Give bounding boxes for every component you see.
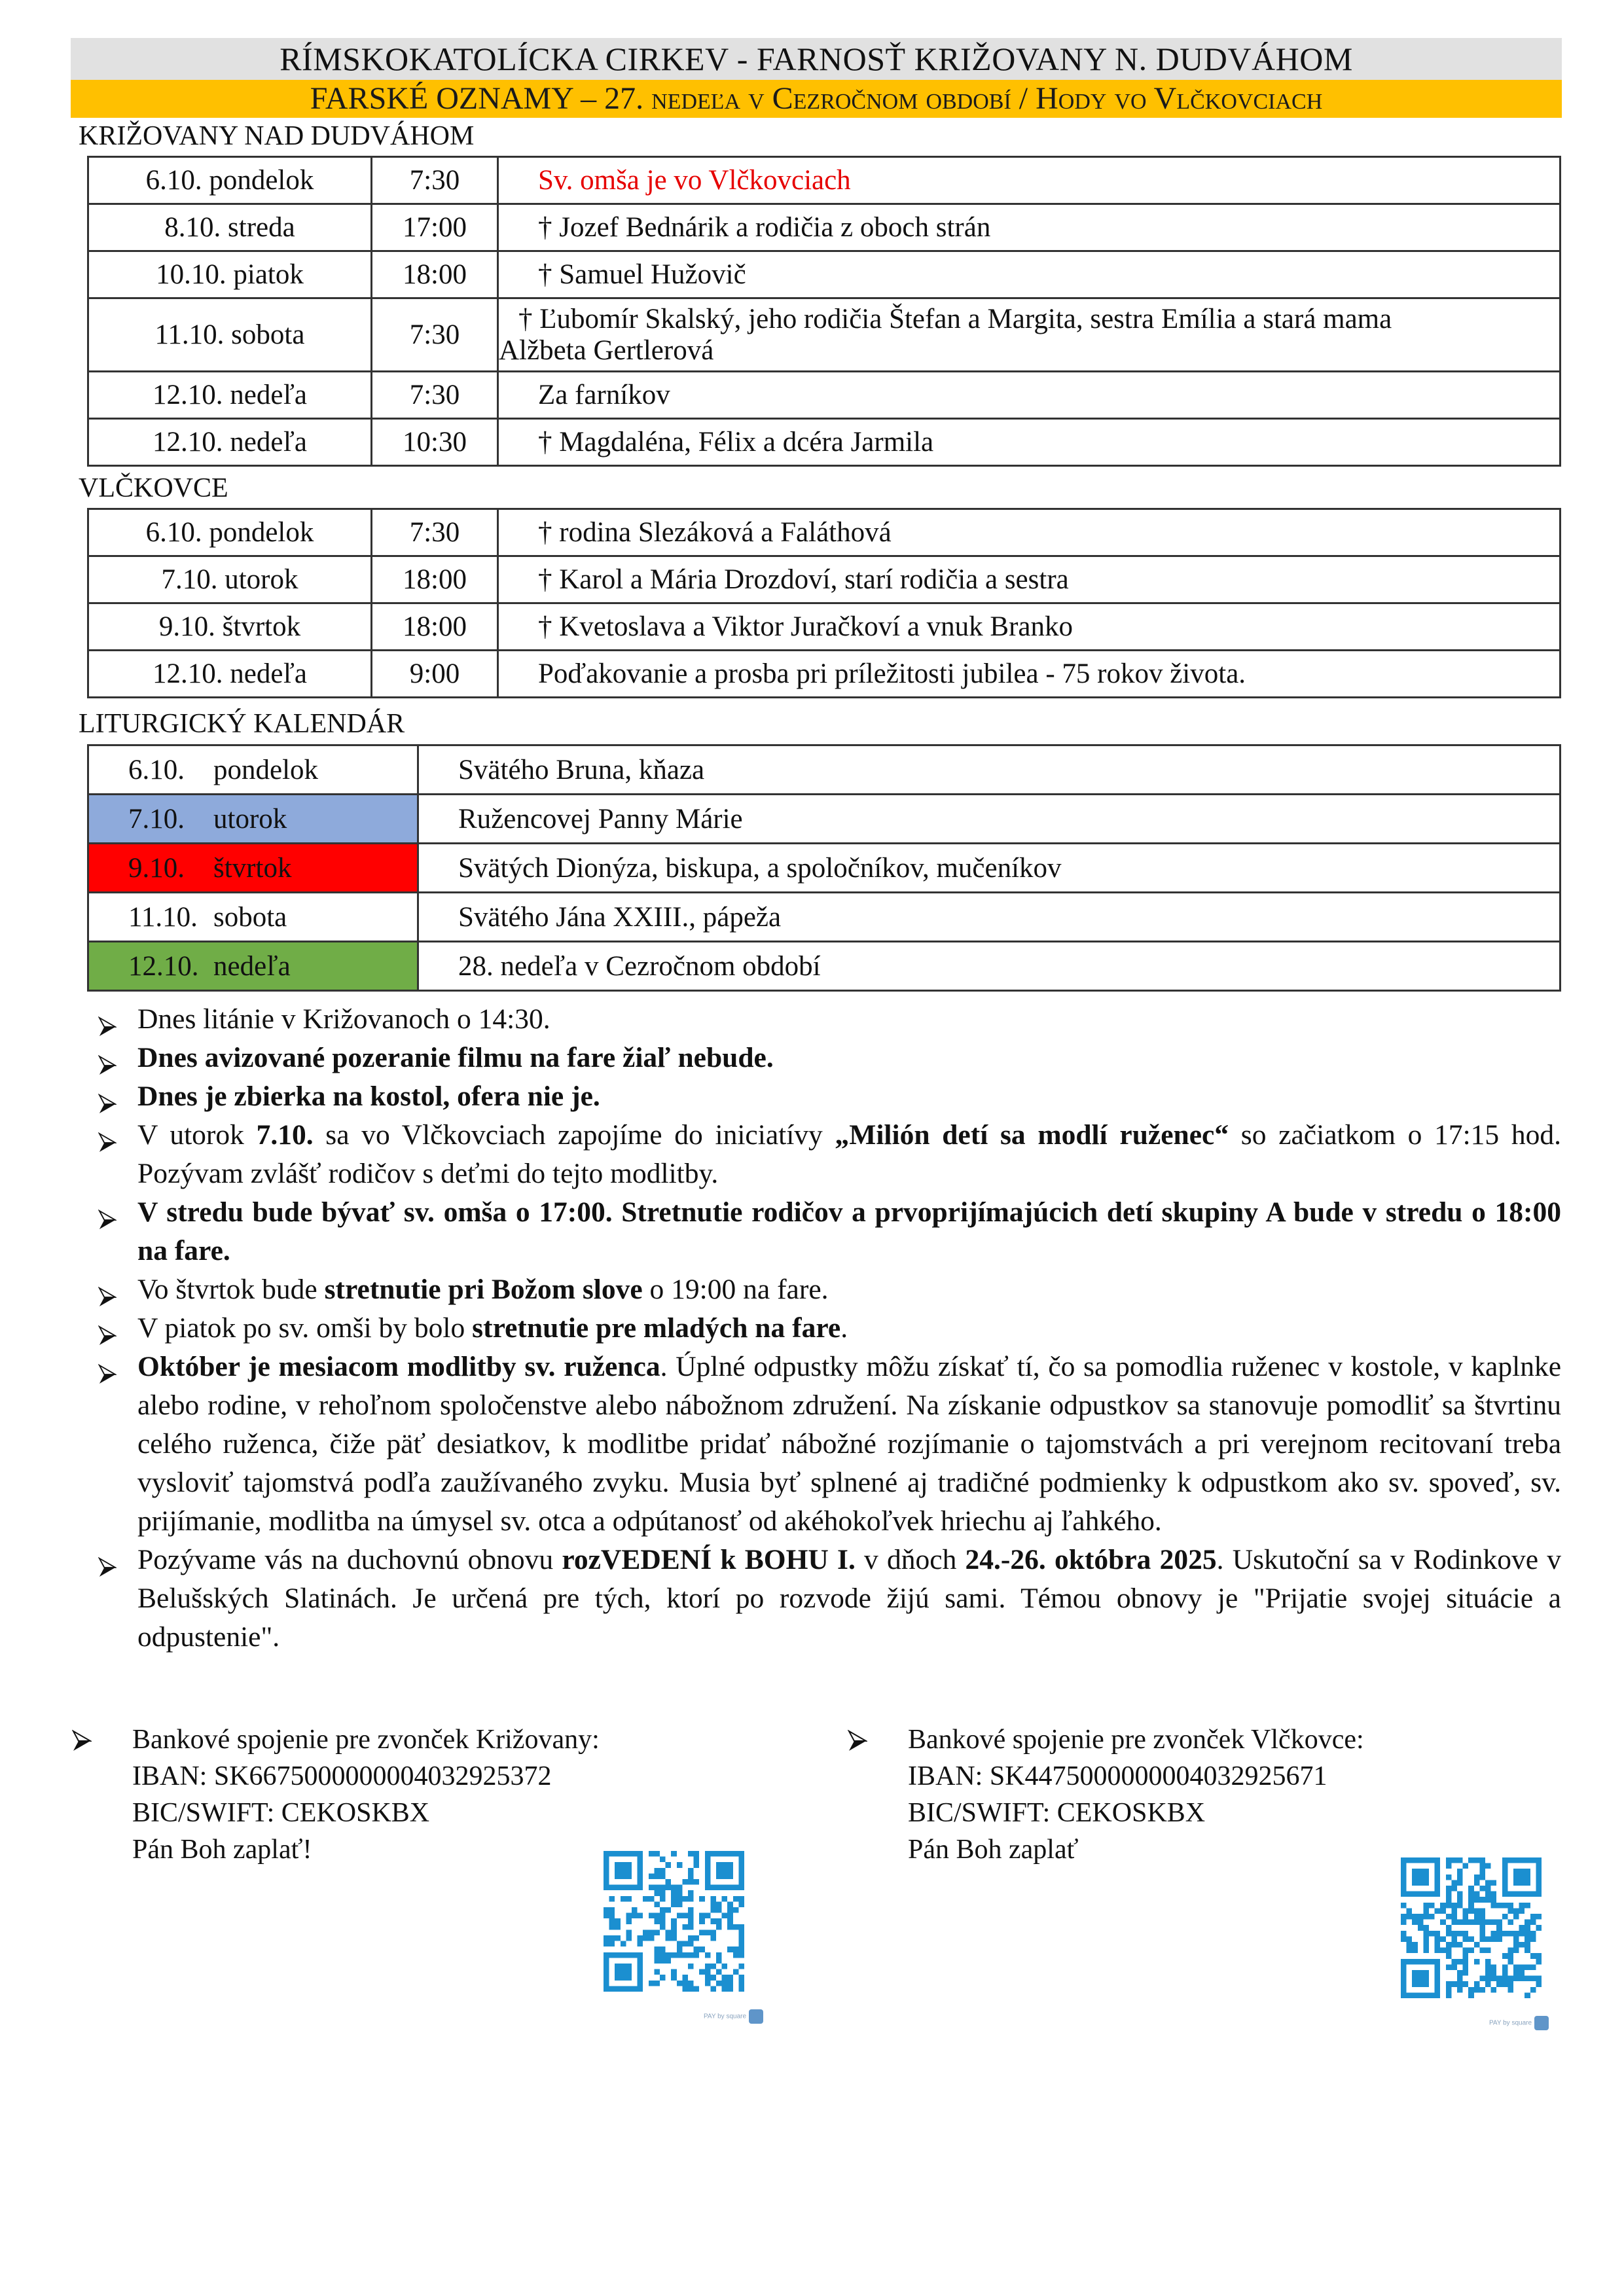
mass-date: 11.10. sobota bbox=[88, 298, 372, 372]
arrowhead-bullet-icon bbox=[848, 1725, 867, 1762]
arrowhead-bullet-icon bbox=[98, 1125, 124, 1164]
bank-thanks: Pán Boh zaplať! bbox=[132, 1835, 312, 1865]
mass-intention bbox=[498, 298, 1561, 372]
mass-date: 12.10. nedeľa bbox=[88, 372, 372, 419]
mass-date: 12.10. nedeľa bbox=[88, 419, 372, 466]
mass-intention bbox=[498, 157, 1561, 204]
qr-code-icon bbox=[604, 1851, 744, 1992]
announcement-text: . bbox=[840, 1312, 848, 1344]
announcement-text: Vo štvrtok bude bbox=[137, 1274, 325, 1305]
announcement-bold-text: Október je mesiacom modlitby sv. ruženca bbox=[137, 1351, 660, 1382]
mass-row bbox=[88, 372, 1561, 419]
mass-intention bbox=[498, 251, 1561, 298]
qr-code-icon bbox=[1401, 1857, 1542, 1998]
pay-by-square-logo-icon: PAY by square bbox=[1489, 2016, 1549, 2030]
liturgical-date-cell bbox=[88, 942, 418, 991]
liturgical-day: sobota bbox=[213, 901, 287, 933]
announcement-text: Pozývame vás na duchovnú obnovu bbox=[137, 1544, 562, 1575]
mass-row bbox=[88, 419, 1561, 466]
announcement-bold-text: „Milión detí sa modlí ruženec“ bbox=[835, 1119, 1229, 1151]
liturgical-date-cell bbox=[88, 844, 418, 893]
mass-row bbox=[88, 251, 1561, 298]
announcement-text: sa vo Vlčkovciach zapojíme do iniciatívy bbox=[313, 1119, 835, 1151]
mass-intention-text: Poďakovanie a prosba pri príležitosti jubilea - 75 rokov života. bbox=[538, 658, 1246, 689]
mass-date: 7.10. utorok bbox=[88, 556, 372, 603]
announcements-title-rest: nedeľa v Cezročnom období / Hody vo Vlčkovciach bbox=[643, 81, 1323, 116]
announcement-item bbox=[98, 1309, 1561, 1348]
liturgical-celebration: Svätého Jána XXIII., pápeža bbox=[418, 893, 1561, 942]
mass-time: 10:30 bbox=[372, 419, 498, 466]
liturgical-day: štvrtok bbox=[213, 852, 292, 884]
krizovany-mass-table bbox=[87, 156, 1561, 467]
mass-row bbox=[88, 157, 1561, 204]
mass-intention bbox=[498, 556, 1561, 603]
mass-intention bbox=[498, 603, 1561, 651]
bank-bic: BIC/SWIFT: CEKOSKBX bbox=[132, 1798, 430, 1828]
mass-time: 18:00 bbox=[372, 603, 498, 651]
announcement-text: . Uskutoční sa v Rodinkove v Belušských Slatinách. Je určená pre tých, ktorí po rozvode žijú sami. Témou obnovy je "Prijatie svojej situácie a odpustenie". bbox=[137, 1544, 1562, 1653]
announcement-item bbox=[98, 1116, 1561, 1193]
mass-intention bbox=[498, 419, 1561, 466]
arrowhead-bullet-icon bbox=[98, 1550, 124, 1588]
pay-by-square-logo-icon: PAY by square bbox=[704, 2009, 763, 2024]
mass-row bbox=[88, 556, 1561, 603]
liturgical-row bbox=[88, 942, 1561, 991]
mass-time: 7:30 bbox=[372, 298, 498, 372]
mass-intention-text: † Jozef Bednárik a rodičia z oboch strán bbox=[538, 211, 991, 243]
announcement-text: v dňoch bbox=[855, 1544, 965, 1575]
section-label-liturgical: LITURGICKÝ KALENDÁR bbox=[79, 709, 405, 739]
announcement-text: so začiatkom o 17:15 hod. Pozývam zvlášť rodičov s deťmi do tejto modlitby. bbox=[137, 1119, 1561, 1189]
section-label-krizovany: KRIŽOVANY NAD DUDVÁHOM bbox=[79, 121, 475, 151]
bank-iban: IBAN: SK4475000000004032925671 bbox=[908, 1761, 1327, 1791]
arrowhead-bullet-icon bbox=[98, 1202, 124, 1241]
mass-row bbox=[88, 509, 1561, 556]
liturgical-row bbox=[88, 745, 1561, 795]
liturgical-date-cell bbox=[88, 893, 418, 942]
mass-intention bbox=[498, 204, 1561, 251]
liturgical-date-cell bbox=[88, 745, 418, 795]
liturgical-row bbox=[88, 893, 1561, 942]
parish-title-band bbox=[71, 38, 1562, 80]
liturgical-date: 12.10. bbox=[128, 950, 199, 982]
liturgical-day: nedeľa bbox=[213, 950, 291, 982]
mass-time: 9:00 bbox=[372, 651, 498, 698]
announcement-item bbox=[98, 1193, 1561, 1270]
mass-time: 18:00 bbox=[372, 251, 498, 298]
announcement-text: o 19:00 na fare. bbox=[642, 1274, 829, 1305]
liturgical-celebration: Svätého Bruna, kňaza bbox=[418, 745, 1561, 795]
mass-date: 6.10. pondelok bbox=[88, 157, 372, 204]
bank-info-vlckovce bbox=[848, 1721, 1568, 1878]
announcement-item bbox=[98, 1541, 1561, 1657]
mass-intention-text: † Ľubomír Skalský, jeho rodičia Štefan a Margita, sestra Emília a stará mama bbox=[518, 303, 1392, 334]
mass-date: 10.10. piatok bbox=[88, 251, 372, 298]
announcement-item bbox=[98, 1000, 1561, 1039]
mass-intention bbox=[498, 651, 1561, 698]
mass-intention-text: † rodina Slezáková a Faláthová bbox=[538, 516, 892, 548]
bank-thanks: Pán Boh zaplať bbox=[908, 1835, 1079, 1865]
announcement-item bbox=[98, 1077, 1561, 1116]
bank-title: Bankové spojenie pre zvonček Križovany: bbox=[132, 1725, 600, 1755]
announcement-bold-text: Dnes je zbierka na kostol, ofera nie je. bbox=[137, 1081, 600, 1112]
mass-intention-text: † Magdaléna, Félix a dcéra Jarmila bbox=[538, 426, 934, 457]
arrowhead-bullet-icon bbox=[98, 1357, 124, 1395]
announcement-bold-text: 7.10. bbox=[256, 1119, 314, 1151]
liturgical-date: 7.10. bbox=[128, 803, 185, 834]
mass-time: 7:30 bbox=[372, 157, 498, 204]
liturgical-celebration: 28. nedeľa v Cezročnom období bbox=[418, 942, 1561, 991]
mass-intention bbox=[498, 509, 1561, 556]
mass-time: 7:30 bbox=[372, 509, 498, 556]
announcements-title-prefix: FARSKÉ OZNAMY – 27. bbox=[310, 81, 644, 116]
mass-time: 7:30 bbox=[372, 372, 498, 419]
liturgical-day: pondelok bbox=[213, 754, 319, 785]
announcement-bold-text: stretnutie pre mladých na fare bbox=[472, 1312, 841, 1344]
mass-date: 12.10. nedeľa bbox=[88, 651, 372, 698]
mass-date: 9.10. štvrtok bbox=[88, 603, 372, 651]
announcement-text: V piatok po sv. omši by bolo bbox=[137, 1312, 473, 1344]
mass-intention-continued: Alžbeta Gertlerová bbox=[499, 334, 714, 366]
announcement-bold-text: rozVEDENÍ k BOHU I. bbox=[562, 1544, 856, 1575]
section-label-vlckovce: VLČKOVCE bbox=[79, 473, 228, 503]
mass-intention-text: Za farníkov bbox=[538, 379, 670, 410]
mass-intention-text: Sv. omša je vo Vlčkovciach bbox=[538, 164, 851, 196]
arrowhead-bullet-icon bbox=[72, 1725, 92, 1762]
mass-time: 18:00 bbox=[372, 556, 498, 603]
bank-iban: IBAN: SK6675000000004032925372 bbox=[132, 1761, 552, 1791]
mass-intention bbox=[498, 372, 1561, 419]
liturgical-row bbox=[88, 844, 1561, 893]
announcement-item bbox=[98, 1039, 1561, 1077]
announcement-text: . Úplné odpustky môžu získať tí, čo sa pomodlia ruženec v kostole, v kaplnke alebo rodine, v rehoľnom spoločenstve alebo nábožnom združení. Na získanie odpustkov sa stanovuje pomodliť sa štvrtinu celého ruženca, čiže päť desiatkov, k modlitbe pridať nábožné rozjímanie o tajomstvách a pri verejnom recitovaní treba vysloviť tajomstvá podľa zaužívaného zvyku. Musia byť splnené aj tradičné podmienky k odpustkom ako sv. spoveď, sv. prijímanie, modlitba na úmysel sv. otca a odpútanosť od akéhokoľvek hriechu aj ľahkého. bbox=[137, 1351, 1561, 1537]
announcement-item bbox=[98, 1270, 1561, 1309]
vlckovce-mass-table bbox=[87, 508, 1561, 698]
announcement-bold-text: stretnutie pri Božom slove bbox=[324, 1274, 643, 1305]
announcements-list bbox=[98, 1000, 1561, 1657]
mass-row bbox=[88, 603, 1561, 651]
announcement-text: V utorok bbox=[137, 1119, 257, 1151]
mass-date: 8.10. streda bbox=[88, 204, 372, 251]
liturgical-calendar-table bbox=[87, 744, 1561, 992]
liturgical-row bbox=[88, 795, 1561, 844]
mass-date: 6.10. pondelok bbox=[88, 509, 372, 556]
liturgical-date-cell bbox=[88, 795, 418, 844]
mass-intention-text: † Karol a Mária Drozdoví, starí rodičia a sestra bbox=[538, 564, 1069, 595]
mass-row bbox=[88, 298, 1561, 372]
liturgical-date: 11.10. bbox=[128, 901, 198, 933]
liturgical-celebration: Svätých Dionýza, biskupa, a spoločníkov, mučeníkov bbox=[418, 844, 1561, 893]
liturgical-date: 6.10. bbox=[128, 754, 185, 785]
mass-row bbox=[88, 651, 1561, 698]
announcement-text: Dnes litánie v Križovanoch o 14:30. bbox=[137, 1003, 550, 1035]
mass-row bbox=[88, 204, 1561, 251]
announcement-item bbox=[98, 1348, 1561, 1541]
mass-time: 17:00 bbox=[372, 204, 498, 251]
announcement-bold-text: 24.-26. októbra 2025 bbox=[965, 1544, 1217, 1575]
liturgical-day: utorok bbox=[213, 803, 287, 834]
announcement-bold-text: Dnes avizované pozeranie filmu na fare žiaľ nebude. bbox=[137, 1042, 774, 1073]
parish-title: RÍMSKOKATOLÍCKA CIRKEV - FARNOSŤ KRIŽOVANY N. DUDVÁHOM bbox=[280, 41, 1353, 77]
liturgical-date: 9.10. bbox=[128, 852, 185, 884]
mass-intention-text: † Kvetoslava a Viktor Juračkoví a vnuk Branko bbox=[538, 611, 1074, 642]
announcement-bold-text: V stredu bude bývať sv. omša o 17:00. Stretnutie rodičov a prvoprijímajúcich detí skupiny A bude v stredu o 18:00 na fare. bbox=[137, 1196, 1561, 1266]
bank-bic: BIC/SWIFT: CEKOSKBX bbox=[908, 1798, 1206, 1828]
announcements-title-band bbox=[71, 80, 1562, 118]
mass-intention-text: † Samuel Hužovič bbox=[538, 259, 746, 290]
bank-title: Bankové spojenie pre zvonček Vlčkovce: bbox=[908, 1725, 1364, 1755]
liturgical-celebration: Ružencovej Panny Márie bbox=[418, 795, 1561, 844]
